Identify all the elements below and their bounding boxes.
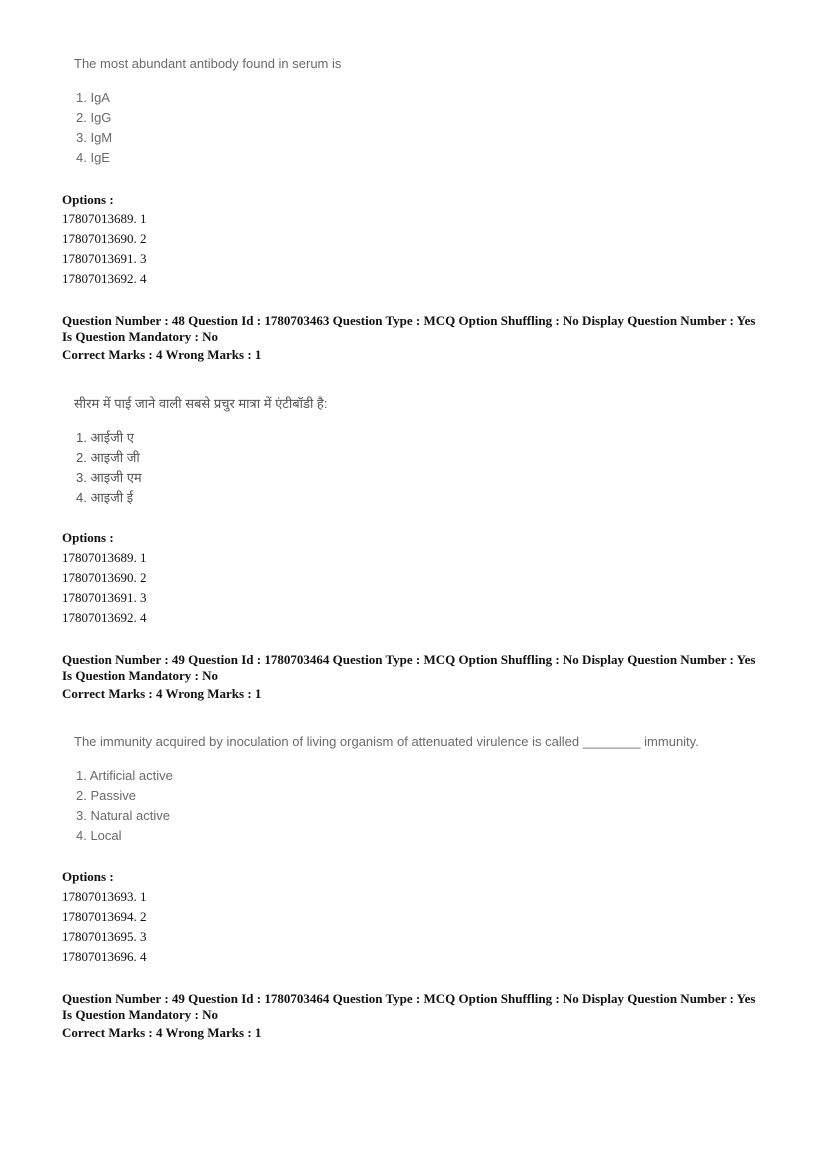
question-image-1 xyxy=(0,0,826,180)
question-marks-line: Correct Marks : 4 Wrong Marks : 1 xyxy=(62,347,262,362)
option-line: 17807013691. 3 xyxy=(62,251,147,266)
option-line: 17807013689. 1 xyxy=(62,550,147,565)
question-meta-line: Question Number : 49 Question Id : 1780703464 Question Type : MCQ Option Shuffling : No Display Question Number : Yes xyxy=(62,652,756,667)
question-choice: 1. Artificial active xyxy=(76,768,173,783)
question-marks-line: Correct Marks : 4 Wrong Marks : 1 xyxy=(62,1025,262,1040)
question-choice: 1. आईजी ए xyxy=(76,430,134,445)
option-line: 17807013689. 1 xyxy=(62,211,147,226)
question-mandatory-line: Is Question Mandatory : No xyxy=(62,1007,219,1022)
options-label: Options : xyxy=(62,192,114,207)
question-stem: सीरम में पाई जाने वाली सबसे प्रचुर मात्रा में एंटीबॉडी है: xyxy=(74,396,328,411)
options-label: Options : xyxy=(62,530,114,545)
question-choice: 3. आइजी एम xyxy=(76,470,142,485)
option-line: 17807013691. 3 xyxy=(62,590,147,605)
question-stem: The immunity acquired by inoculation of living organism of attenuated virulence is called ________ immunity. xyxy=(74,734,699,749)
options-label: Options : xyxy=(62,869,114,884)
question-choice: 2. Passive xyxy=(76,788,136,803)
question-marks-line: Correct Marks : 4 Wrong Marks : 1 xyxy=(62,686,262,701)
question-image-2 xyxy=(0,380,826,510)
question-mandatory-line: Is Question Mandatory : No xyxy=(62,668,219,683)
question-choice: 4. Local xyxy=(76,828,122,843)
option-line: 17807013690. 2 xyxy=(62,231,147,246)
question-meta-line: Question Number : 48 Question Id : 1780703463 Question Type : MCQ Option Shuffling : No Display Question Number : Yes xyxy=(62,313,756,328)
question-choice: 2. आइजी जी xyxy=(76,450,140,465)
question-choice: 4. आइजी ई xyxy=(76,490,134,505)
option-line: 17807013693. 1 xyxy=(62,889,147,904)
question-meta-line: Question Number : 49 Question Id : 1780703464 Question Type : MCQ Option Shuffling : No Display Question Number : Yes xyxy=(62,991,756,1006)
question-mandatory-line: Is Question Mandatory : No xyxy=(62,329,219,344)
question-choice: 3. IgM xyxy=(76,130,113,145)
option-line: 17807013696. 4 xyxy=(62,949,147,964)
option-line: 17807013690. 2 xyxy=(62,570,147,585)
option-line: 17807013694. 2 xyxy=(62,909,147,924)
option-line: 17807013695. 3 xyxy=(62,929,147,944)
question-choice: 1. IgA xyxy=(76,90,110,105)
question-choice: 2. IgG xyxy=(76,110,112,125)
option-line: 17807013692. 4 xyxy=(62,271,147,286)
question-stem: The most abundant antibody found in serum is xyxy=(74,56,342,71)
question-choice: 4. IgE xyxy=(76,150,110,165)
option-line: 17807013692. 4 xyxy=(62,610,147,625)
question-image-3 xyxy=(0,720,826,850)
question-choice: 3. Natural active xyxy=(76,808,170,823)
